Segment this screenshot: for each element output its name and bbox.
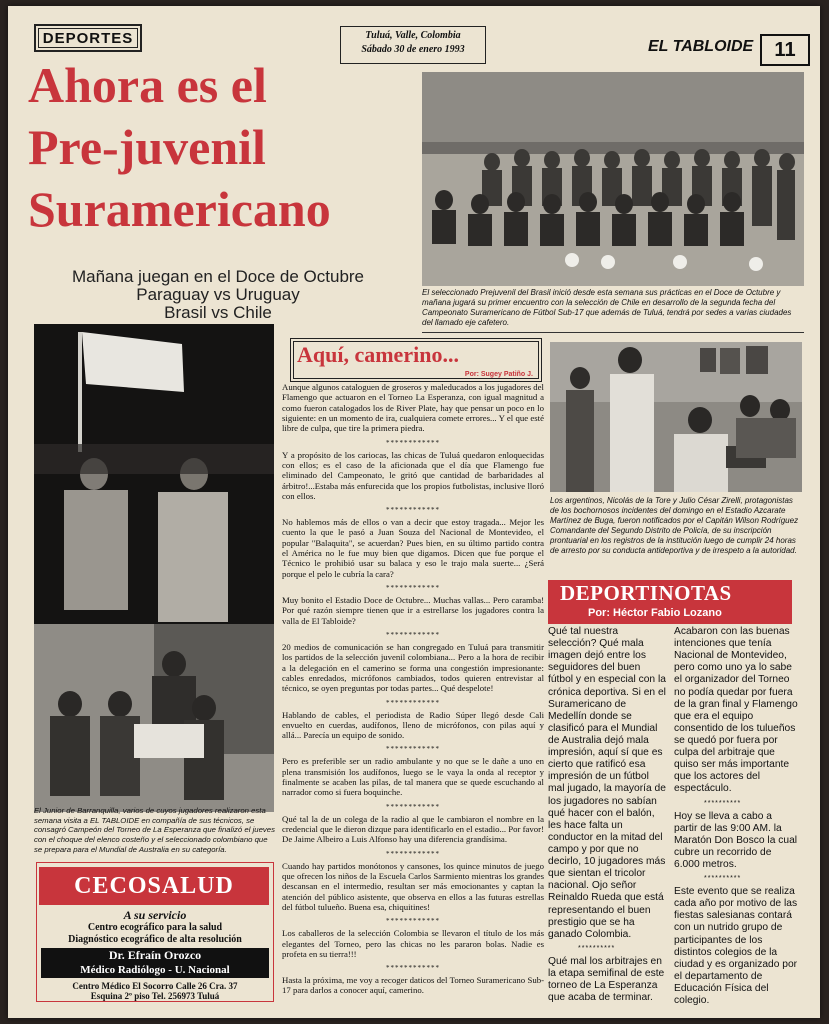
paragraph-separator: ************ bbox=[386, 917, 440, 926]
paragraph: Qué tal nuestra selección? Qué mala imagen dejó entre los seguidores del buen fútbol y en especial con la crónica deportiva. Si en el Suramericano de Medellín donde se clasificó para el Mundial de Australia dejó mala impresión, aquí sí que es cierto que ratificó esa impresión de un fútbol mal jugado, la mayoría de los jugadores no sabían qué hacer con el balón, les hace falta un conductor en la mitad del campo y por que no decirlo, 10 jugadores más que sientan el tricolor nacional. Ojo señor Reinaldo Rueda que está representando el buen prestigio que se ha ganado Colombia. bbox=[548, 626, 666, 940]
dateline-date: Sábado 30 de enero 1993 bbox=[361, 44, 465, 55]
masthead: EL TABLOIDE bbox=[648, 38, 754, 55]
subheadline bbox=[48, 268, 388, 322]
deportinotas-byline: Por: Héctor Fabio Lozano bbox=[588, 607, 722, 619]
paragraph-separator: ********** bbox=[704, 875, 742, 883]
camerino-column bbox=[282, 382, 544, 1001]
team-photo-caption: El seleccionado Prejuvenil del Brasil inició desde esta semana sus prácticas en el Doce de Octubre y mañana jugará su primer encuentro con la selección de Chile en desarrollo de la segunda fecha del Campeonato Suramericano de Fútbol Sub-17 que además de Tuluá, tendrá por sedes a varias ciudades del llamado eje cafetero. bbox=[422, 288, 792, 327]
ad-line-3: Diagnóstico ecográfico de alta resolución bbox=[68, 934, 242, 945]
paragraph: Los caballeros de la selección Colombia se llevaron el título de los más elegantes del Torneo, pero las chicas no les pararon bolas. Nadie es profeta en su tierra!!! bbox=[282, 928, 544, 959]
page-number: 11 bbox=[760, 34, 810, 66]
deportinotas-title: DEPORTINOTAS bbox=[560, 581, 732, 605]
paragraph: Este evento que se realiza cada año por motivo de las fiestas salesianas contará con un nutrido grupo de participantes de los distintos colegios de la ciudad y es organizado por el departamento de Educación Física del colegio. bbox=[674, 886, 798, 1007]
paragraph-separator: ************ bbox=[386, 802, 440, 811]
main-headline bbox=[28, 54, 428, 240]
dateline-place: Tuluá, Valle, Colombia bbox=[365, 30, 461, 41]
ad-address-1: Centro Médico El Socorro Calle 26 Cra. 37 bbox=[72, 981, 238, 991]
deportinotas-column-2 bbox=[674, 626, 798, 1011]
divider-line bbox=[422, 332, 804, 333]
junior-photo bbox=[34, 324, 274, 812]
paragraph-separator: ************ bbox=[386, 698, 440, 707]
subhead-line-1: Mañana juegan en el Doce de Octubre bbox=[71, 267, 365, 286]
paragraph: 20 medios de comunicación se han congregado en Tuluá para transmitir los partidos de la selección juvenil colombiana... Pero a la hora de recibir a la delegación en el camerino se forma una congestión impresionante: cables enredados, micrófonos cambiados, todos quieren entrevistar al técnico, se oyen preguntas por todas partes... Qué despelote! bbox=[282, 641, 544, 694]
paragraph: Cuando hay partidos monótonos y cansones, los quince minutos de juego que ofrecen los niños de la Escuela Carlos Sarmiento mientras los grandes descansan en el intermedio, resultan ser más emocionantes y captan la atención del público asistente, que observa en ellos a las futuras estrellas del fútbol tulueño. Buena esa, chiquitines! bbox=[282, 860, 544, 912]
paragraph-separator: ************ bbox=[386, 438, 440, 447]
camerino-byline: Por: Sugey Patiño J. bbox=[464, 371, 533, 378]
paragraph-separator: ********** bbox=[578, 944, 616, 952]
subhead-line-3: Brasil vs Chile bbox=[164, 303, 272, 322]
paragraph: Qué mal los arbitrajes en la etapa semifinal de este torneo de La Esperanza que acaba de terminar. bbox=[548, 955, 665, 1004]
deportinotas-banner bbox=[548, 580, 792, 624]
junior-photo-caption: El Junior de Barranquilla, varios de cuyos jugadores realizaron esta semana visita a EL TABLOIDE en compañía de sus técnicos, se consagró Campeón del Torneo de La Esperanza que finalizó el jueves con el choque del elenco costeño y el seleccionado colombiano que se prepara para el Mundial de Australia en su categoría. bbox=[34, 806, 275, 854]
paragraph: Aunque algunos cataloguen de groseros y maleducados a los jugadores del Flamengo que actuaron en el Torneo La Esperanza, con igual magnitud a como fueron catalogados los de River Plate, hay que pensar un poco en lo siguiente: en un momento de ira, cualquiera comete errores... Y el que esté libre de culpa, que tire la primera piedra. bbox=[282, 382, 544, 434]
camerino-title: Aquí, camerino... bbox=[297, 342, 459, 367]
headline-line-1: Ahora es el bbox=[28, 57, 267, 113]
paragraph-separator: ************ bbox=[386, 849, 440, 858]
newspaper-page bbox=[8, 6, 820, 1018]
ad-line-2: Centro ecográfico para la salud bbox=[87, 922, 223, 933]
paragraph: Acabaron con las buenas intenciones que tenía Nacional de Montevideo, pero como uno ya lo sabe el organizador del Torneo no podía quedar por fuera de la gran final y Flamengo que era el equipo consentido de los tulueños se quedó por fuera por culpa del arbitraje que quiso ser más importante que los actores del espectáculo. bbox=[674, 626, 798, 795]
ad-name: CECOSALUD bbox=[39, 867, 269, 905]
argentinos-photo-caption: Los argentinos, Nicolás de la Tore y Julio César Zirelli, protagonistas de los bochornosos incidentes del domingo en el Estadio Azcarate Martínez de Buga, fueron notificados por el Capitán Wilson Rodríguez Comandante del Segundo Distrito de Policía, de su inscripción prontuarial en los registros de la institución luego de cumplir 24 horas de arresto por su conducta antideportiva y de irrespeto a la autoridad. bbox=[550, 496, 799, 555]
ad-doctor-title: Médico Radiólogo - U. Nacional bbox=[80, 964, 230, 976]
ad-line-1: A su servicio bbox=[123, 908, 187, 922]
camerino-heading bbox=[290, 338, 542, 382]
paragraph: Qué tal la de un colega de la radio al que le cambiaron el nombre en la credencial que le dieron dizque para identificarlo en el estadio... Por favor! De Jaime Albeiro a Luis Alfonso hay una diferencia grandísima. bbox=[282, 813, 544, 845]
paragraph-separator: ************ bbox=[386, 506, 440, 515]
deportinotas-column-1 bbox=[548, 626, 666, 1008]
paragraph: Pero es preferible ser un radio ambulante y no que se le dañe a uno en plena transmisión los audífonos, luego se le vaya la onda al receptor y finalmente se acaben las pilas, de tal manera que se quede escuchando al narrador como si fuera boquinche. bbox=[282, 756, 544, 798]
argentinos-photo bbox=[550, 342, 802, 492]
team-photo bbox=[422, 72, 804, 286]
paragraph: Y a propósito de los cariocas, las chicas de Tuluá quedaron enloquecidas con ellos; es el caso de la aficionada que el día que Flamengo fue eliminado del Campeonato, le gritó que cantidad de barbaridades al árbitro!...Estaba más enfurecida que los propios futbolistas, inclusive lloró con ellos. bbox=[282, 449, 544, 501]
paragraph-separator: ************ bbox=[386, 964, 440, 973]
paragraph-separator: ********** bbox=[704, 799, 742, 807]
headline-line-2: Pre-juvenil bbox=[28, 119, 266, 175]
paragraph: No hablemos más de ellos o van a decir que estoy tragada... Mejor les cuento la que le pasó a Juan Souza del Nacional de Montevideo, el popular "Balaquita", se acuerdan? Pues bien, en su último partido contra el América no le fue muy bien que digamos. Dicen que fue porque el Técnico le prohibió usar su balaca y eso le trajo mala suerte... ¿Será porque el pelo le cubría la cara? bbox=[282, 517, 544, 579]
subhead-line-2: Paraguay vs Uruguay bbox=[136, 285, 300, 304]
cecosalud-ad bbox=[36, 862, 274, 1002]
ad-address bbox=[37, 981, 273, 1001]
ad-doctor: Dr. Efraín Orozco bbox=[108, 948, 202, 962]
paragraph: Hablando de cables, el periodista de Radio Súper llegó desde Cali envuelto en cuerdas, audífonos, lleno de micrófonos, con pilas aquí y allá... Parecía un equipo de sonido. bbox=[282, 709, 544, 741]
section-label: DEPORTES bbox=[34, 24, 142, 52]
ad-address-2: Esquina 2º piso Tel. 256973 Tuluá bbox=[90, 991, 220, 1001]
paragraph-separator: ************ bbox=[386, 584, 440, 592]
paragraph-separator: ************ bbox=[386, 745, 440, 754]
paragraph: Muy bonito el Estadio Doce de Octubre... Muchas vallas... Pero caramba! Por qué razón siempre tienen que ir a estrellarse los jugadores contra la valla de El Tabloide? bbox=[282, 595, 544, 626]
headline-line-3: Suramericano bbox=[28, 181, 331, 237]
paragraph-separator: ************ bbox=[386, 630, 440, 639]
paragraph: Hoy se lleva a cabo a partir de las 9:00 AM. la Maratón Don Bosco la cual cubre un recorrido de 6.000 metros. bbox=[674, 810, 798, 870]
ad-doctor-box bbox=[41, 948, 269, 978]
paragraph: Hasta la próxima, me voy a recoger daticos del Torneo Suramericano Sub-17 para darlos a conocer aquí, camerino. bbox=[282, 975, 544, 996]
